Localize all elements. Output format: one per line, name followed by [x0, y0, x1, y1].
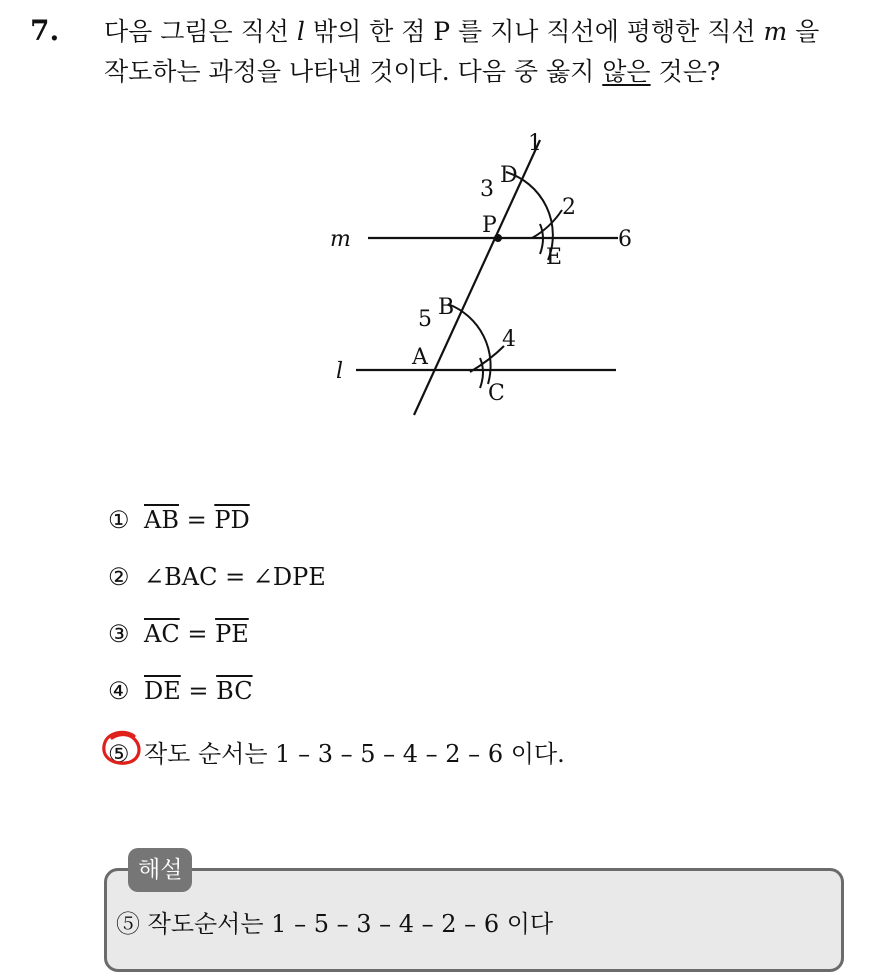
choice-2-number: ②	[108, 563, 130, 591]
question-line1-part-b: 밖의 한 점 P 를 지나 직선에 평행한 직선	[304, 17, 764, 46]
choice-3-left: $\overline{AC}$	[144, 620, 180, 648]
choice-5[interactable]	[108, 734, 565, 769]
label-b: B	[438, 295, 455, 320]
answer-circle-mark	[100, 728, 144, 768]
construction-figure	[300, 120, 660, 430]
question-line2-part-a: 작도하는 과정을 나타낸 것이다. 다음 중 옳지	[104, 57, 603, 86]
choice-1-op: =	[178, 506, 215, 534]
label-step-4: 4	[502, 327, 516, 352]
question-line-1	[104, 12, 874, 52]
choice-5-number: ⑤	[108, 740, 130, 768]
choice-1[interactable]	[108, 506, 250, 534]
label-p: P	[482, 213, 497, 238]
choice-3[interactable]	[108, 620, 249, 648]
choice-4-number: ④	[108, 677, 130, 705]
solution-tab: 해설	[128, 848, 192, 892]
arc-step-4	[470, 346, 504, 372]
choice-1-number: ①	[108, 506, 130, 534]
choice-4-left: $\overline{DE}$	[144, 677, 181, 705]
arc-step-2	[532, 210, 562, 238]
choice-3-right: $\overline{PE}$	[215, 620, 249, 648]
label-m: m	[330, 227, 351, 252]
label-l: l	[336, 359, 344, 384]
question-line1-part-a: 다음 그림은 직선	[104, 17, 297, 46]
transversal-line	[414, 140, 540, 415]
question-number: 7.	[30, 14, 60, 47]
choice-5-text: 작도 순서는 1 – 3 – 5 – 4 – 2 – 6 이다.	[144, 740, 565, 768]
label-step-5: 5	[418, 307, 432, 332]
choice-2[interactable]	[108, 563, 326, 591]
choice-2-text: ∠BAC = ∠DPE	[144, 563, 326, 591]
label-e: E	[546, 245, 563, 270]
question-line1-l: l	[296, 17, 305, 46]
label-c: C	[488, 381, 505, 406]
choice-3-number: ③	[108, 620, 130, 648]
question-line2-part-b: 것은?	[650, 57, 721, 86]
arc-step-5	[448, 304, 491, 384]
solution-text: ⑤ 작도순서는 1 – 5 – 3 – 4 – 2 – 6 이다	[116, 910, 554, 938]
question-line-2	[104, 52, 874, 92]
construction-svg	[300, 120, 660, 430]
question-line1-m: m	[763, 17, 788, 46]
label-step-1: 1	[528, 131, 542, 156]
question-text	[104, 12, 874, 92]
label-step-3: 3	[480, 177, 494, 202]
choice-3-op: =	[179, 620, 216, 648]
label-d: D	[500, 163, 518, 188]
label-step-2: 2	[562, 195, 576, 220]
question-line1-part-c: 을	[787, 17, 820, 46]
choice-4-right: $\overline{BC}$	[216, 677, 253, 705]
choice-4-op: =	[180, 677, 217, 705]
label-a: A	[412, 345, 428, 370]
choice-1-left: $\overline{AB}$	[144, 506, 179, 534]
question-underlined-word: 않은	[602, 57, 651, 86]
choice-4[interactable]	[108, 677, 253, 705]
label-step-6: 6	[618, 227, 632, 252]
choice-1-right: $\overline{PD}$	[214, 506, 250, 534]
tick-c	[480, 358, 483, 388]
